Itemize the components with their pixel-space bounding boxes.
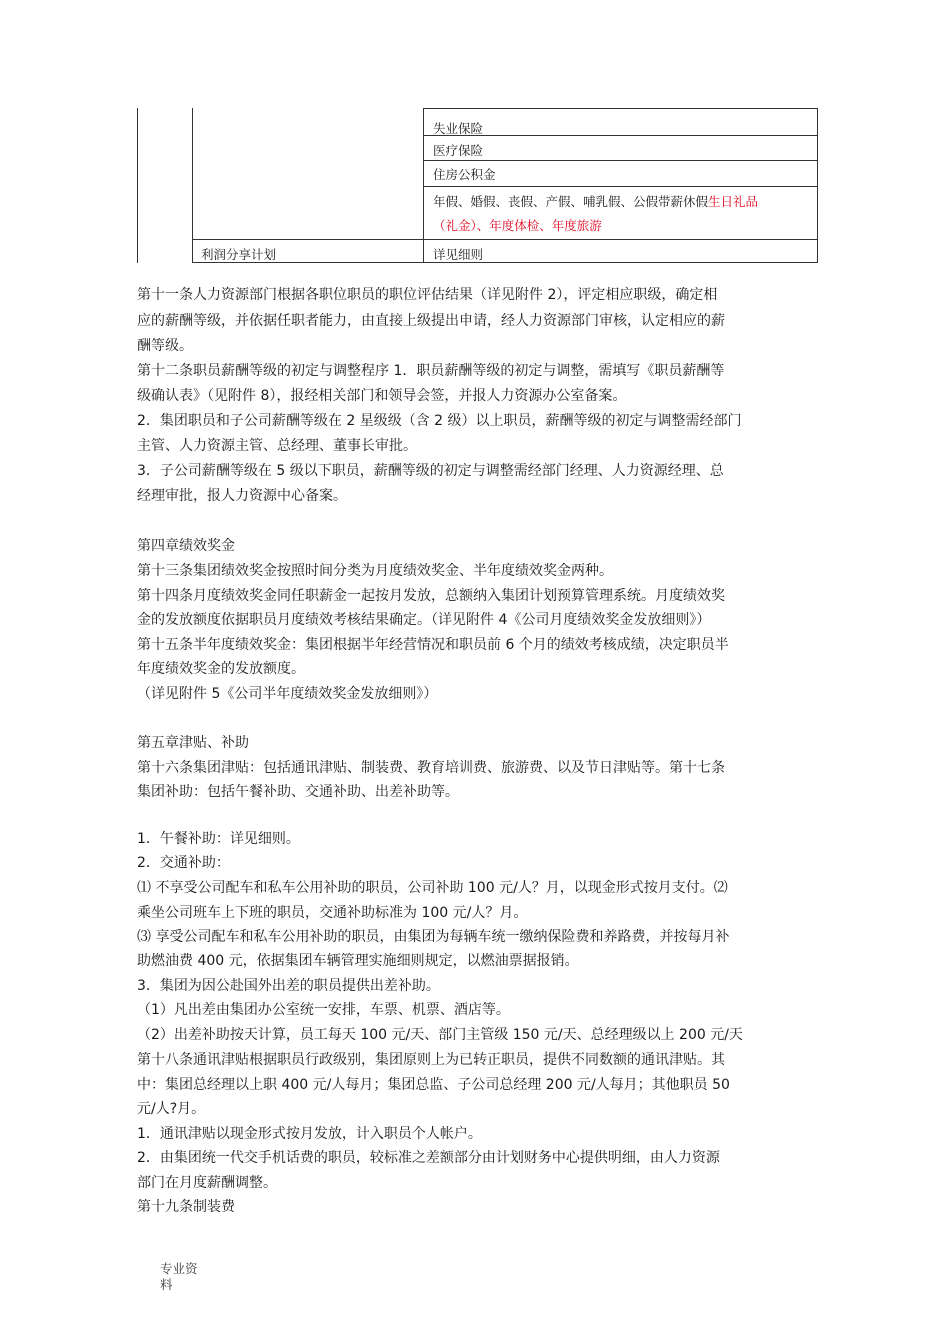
text-line: 2．由集团统一代交手机话费的职员，较标准之差额部分由计划财务中心提供明细，由人力资源 — [137, 1150, 720, 1166]
chapter-heading: 第四章绩效奖金 — [137, 538, 235, 554]
text-line: 年度绩效奖金的发放额度。 — [137, 661, 305, 677]
table-row-medical-insurance: 医疗保险 — [433, 143, 484, 158]
table-row-housing-fund: 住房公积金 — [433, 167, 496, 182]
text-line: 集团补助：包括午餐补助、交通补助、出差补助等。 — [137, 784, 459, 800]
text-line: 助燃油费 400 元，依据集团车辆管理实施细则规定，以燃油票据报销。 — [137, 953, 579, 969]
footer-label-line2: 料 — [160, 1277, 173, 1292]
text-line: 第十八条通讯津贴根据职员行政级别，集团原则上为已转正职员，提供不同数额的通讯津贴。其 — [137, 1052, 725, 1068]
table-row-unemployment-insurance: 失业保险 — [433, 121, 484, 136]
text-line: 第十二条职员薪酬等级的初定与调整程序 1．职员薪酬等级的初定与调整，需填写《职员薪酬等 — [137, 363, 725, 379]
text-line: 中：集团总经理以上职 400 元/人每月；集团总监、子公司总经理 200 元/人每月；其他职员 50 — [137, 1077, 730, 1093]
text-line: 金的发放额度依据职员月度绩效考核结果确定。（详见附件 4《公司月度绩效奖金发放细则》） — [137, 612, 711, 628]
section-heading: 第十九条制装费 — [137, 1199, 235, 1215]
text-line: （详见附件 5《公司半年度绩效奖金发放细则》） — [137, 686, 438, 702]
text-line: 1．午餐补助：详见细则。 — [137, 831, 300, 847]
text-line: 主管、人力资源主管、总经理、董事长审批。 — [137, 438, 417, 454]
text-line: 第十四条月度绩效奖金同任职薪金一起按月发放，总额纳入集团计划预算管理系统。月度绩效奖 — [137, 588, 725, 604]
text-line: ⑴ 不享受公司配车和私车公用补助的职员，公司补助 100 元/人？月，以现金形式按月支付。⑵ — [137, 880, 728, 896]
text-line: 3．子公司薪酬等级在 5 级以下职员，薪酬等级的初定与调整需经部门经理、人力资源经理、总 — [137, 463, 724, 479]
text-line: 2．集团职员和子公司薪酬等级在 2 星级级（含 2 级）以上职员，薪酬等级的初定与调整需经部门 — [137, 413, 742, 429]
text-line: 第十五条半年度绩效奖金：集团根据半年经营情况和职员前 6 个月的绩效考核成绩，决定职员半 — [137, 637, 729, 653]
text-line: 应的薪酬等级，并依据任职者能力，由直接上级提出申请，经人力资源部门审核，认定相应的薪 — [137, 313, 725, 329]
text-line: （2）出差补助按天计算，员工每天 100 元/天、部门主管级 150 元/天、总经理级以上 200 元/天 — [137, 1027, 743, 1043]
text-line: 第十一条人力资源部门根据各职位职员的职位评估结果（详见附件 2），评定相应职级，确定相 — [137, 287, 718, 303]
text-line: 3．集团为因公赴国外出差的职员提供出差补助。 — [137, 978, 440, 994]
text-line: 元/人?月。 — [137, 1101, 206, 1117]
text-line: 乘坐公司班车上下班的职员，交通补助标准为 100 元/人？月。 — [137, 905, 528, 921]
text-line: 1．通讯津贴以现金形式按月发放，计入职员个人帐户。 — [137, 1126, 482, 1142]
leave-text: 年假、婚假、丧假、产假、哺乳假、公假带薪休假 — [433, 194, 709, 209]
text-line: ⑶ 享受公司配车和私车公用补助的职员，由集团为每辆车统一缴纳保险费和养路费，并按每月补 — [137, 929, 730, 945]
text-line: 第十三条集团绩效奖金按照时间分类为月度绩效奖金、半年度绩效奖金两种。 — [137, 563, 613, 579]
text-line: 经理审批，报人力资源中心备案。 — [137, 488, 347, 504]
table-row-leave-line2: （礼金）、年度体检、年度旅游 — [433, 218, 602, 233]
text-line: （1）凡出差由集团办公室统一安排，车票、机票、酒店等。 — [137, 1002, 510, 1018]
profit-sharing-value: 详见细则 — [433, 247, 484, 262]
text-line: 第十六条集团津贴：包括通讯津贴、制装费、教育培训费、旅游费、以及节日津贴等。第十七条 — [137, 760, 725, 776]
text-line: 酬等级。 — [137, 338, 193, 354]
profit-sharing-label: 利润分享计划 — [201, 247, 277, 262]
benefits-table — [137, 108, 818, 263]
text-line: 级确认表》（见附件 8），报经相关部门和领导会签，并报人力资源办公室备案。 — [137, 388, 627, 404]
chapter-heading: 第五章津贴、补助 — [137, 735, 249, 751]
text-line: 2．交通补助： — [137, 855, 230, 871]
birthday-gift-text: 生日礼品 — [708, 194, 759, 209]
table-row-leave-line1 — [433, 194, 758, 210]
footer-label-line1: 专业资 — [160, 1261, 198, 1276]
text-line: 部门在月度薪酬调整。 — [137, 1175, 277, 1191]
